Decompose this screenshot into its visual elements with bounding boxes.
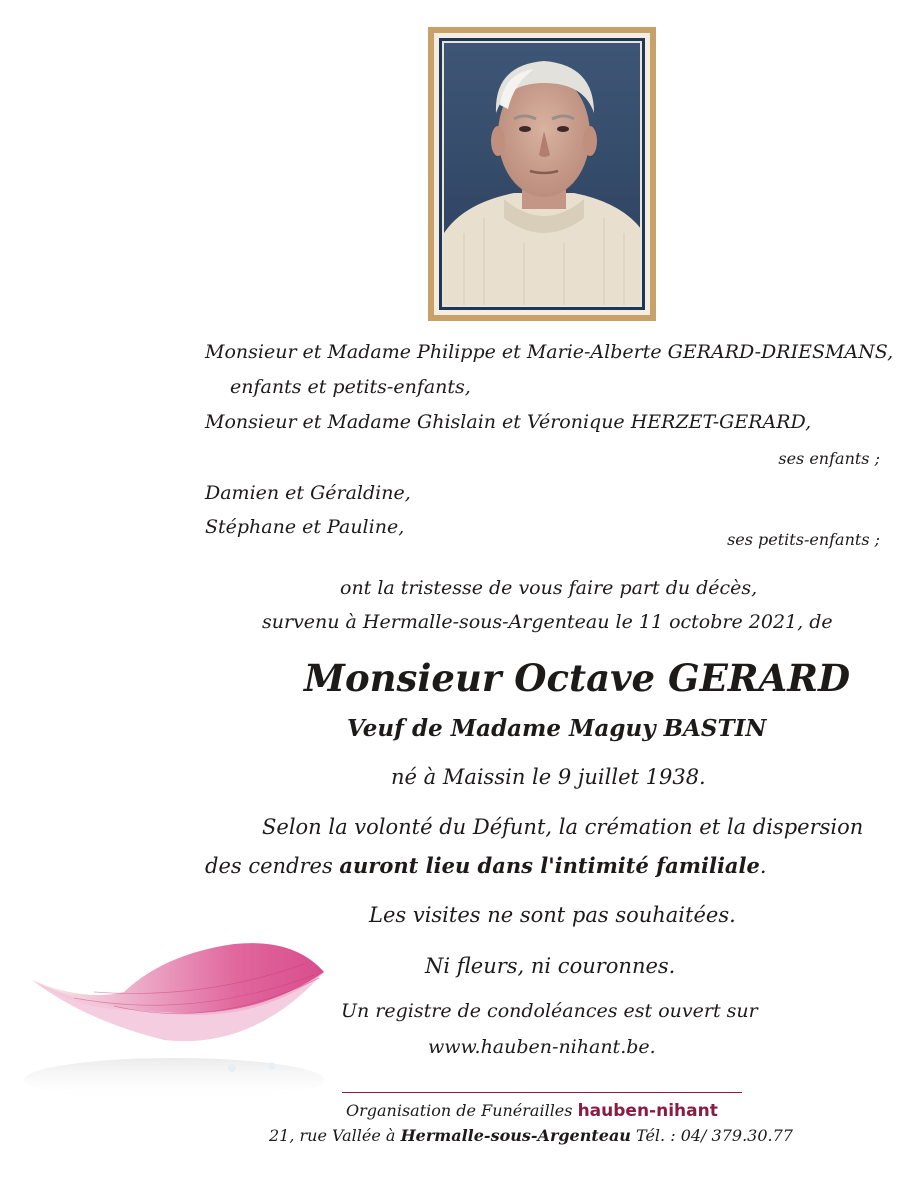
petits-enfants-label: ses petits-enfants ; [727,530,880,549]
visits-note: Les visites ne sont pas souhaitées. [369,903,736,927]
ceremony-line-2-end: . [759,854,767,878]
flowers-note: Ni fleurs, ni couronnes. [425,954,676,978]
register-note: Un registre de condoléances est ouvert sur [341,1000,758,1022]
footer-address [269,1126,793,1145]
ceremony-line-1: Selon la volonté du Défunt, la crémation et la dispersion [262,815,864,839]
footer-organisation [346,1101,718,1121]
ceremony-line-2-bold: auront lieu dans l'intimité familiale [339,853,760,878]
portrait-photo [444,43,640,305]
brand-logo: hauben-nihant [577,1101,718,1121]
lotus-petal-icon [14,920,334,1140]
enfants-label: ses enfants ; [778,449,880,468]
family-line-1: Monsieur et Madame Philippe et Marie-Alberte GERARD-DRIESMANS, [205,341,894,363]
ceremony-line-2 [205,853,767,878]
announcement-line-2: survenu à Hermalle-sous-Argenteau le 11 octobre 2021, de [262,611,833,633]
address-town: Hermalle-sous-Argenteau [400,1126,631,1145]
announcement-line-1: ont la tristesse de vous faire part du décès, [340,577,758,599]
family-line-2: enfants et petits-enfants, [230,376,471,398]
family-line-4: Damien et Géraldine, [205,482,411,504]
birth-line: né à Maissin le 9 juillet 1938. [391,765,706,789]
portrait-frame [428,27,656,321]
footer-divider [342,1092,742,1093]
address-phone: Tél. : 04/ 379.30.77 [636,1126,793,1145]
family-line-3: Monsieur et Madame Ghislain et Véronique HERZET-GERARD, [205,411,812,433]
ceremony-line-2-start: des cendres [205,854,333,878]
widower-line: Veuf de Madame Maguy BASTIN [347,715,767,742]
website-link[interactable]: www.hauben-nihant.be. [428,1036,656,1058]
family-line-5: Stéphane et Pauline, [205,516,405,538]
organisation-label: Organisation de Funérailles [346,1101,573,1120]
address-street: 21, rue Vallée à [269,1126,396,1145]
deceased-name: Monsieur Octave GERARD [304,656,851,700]
